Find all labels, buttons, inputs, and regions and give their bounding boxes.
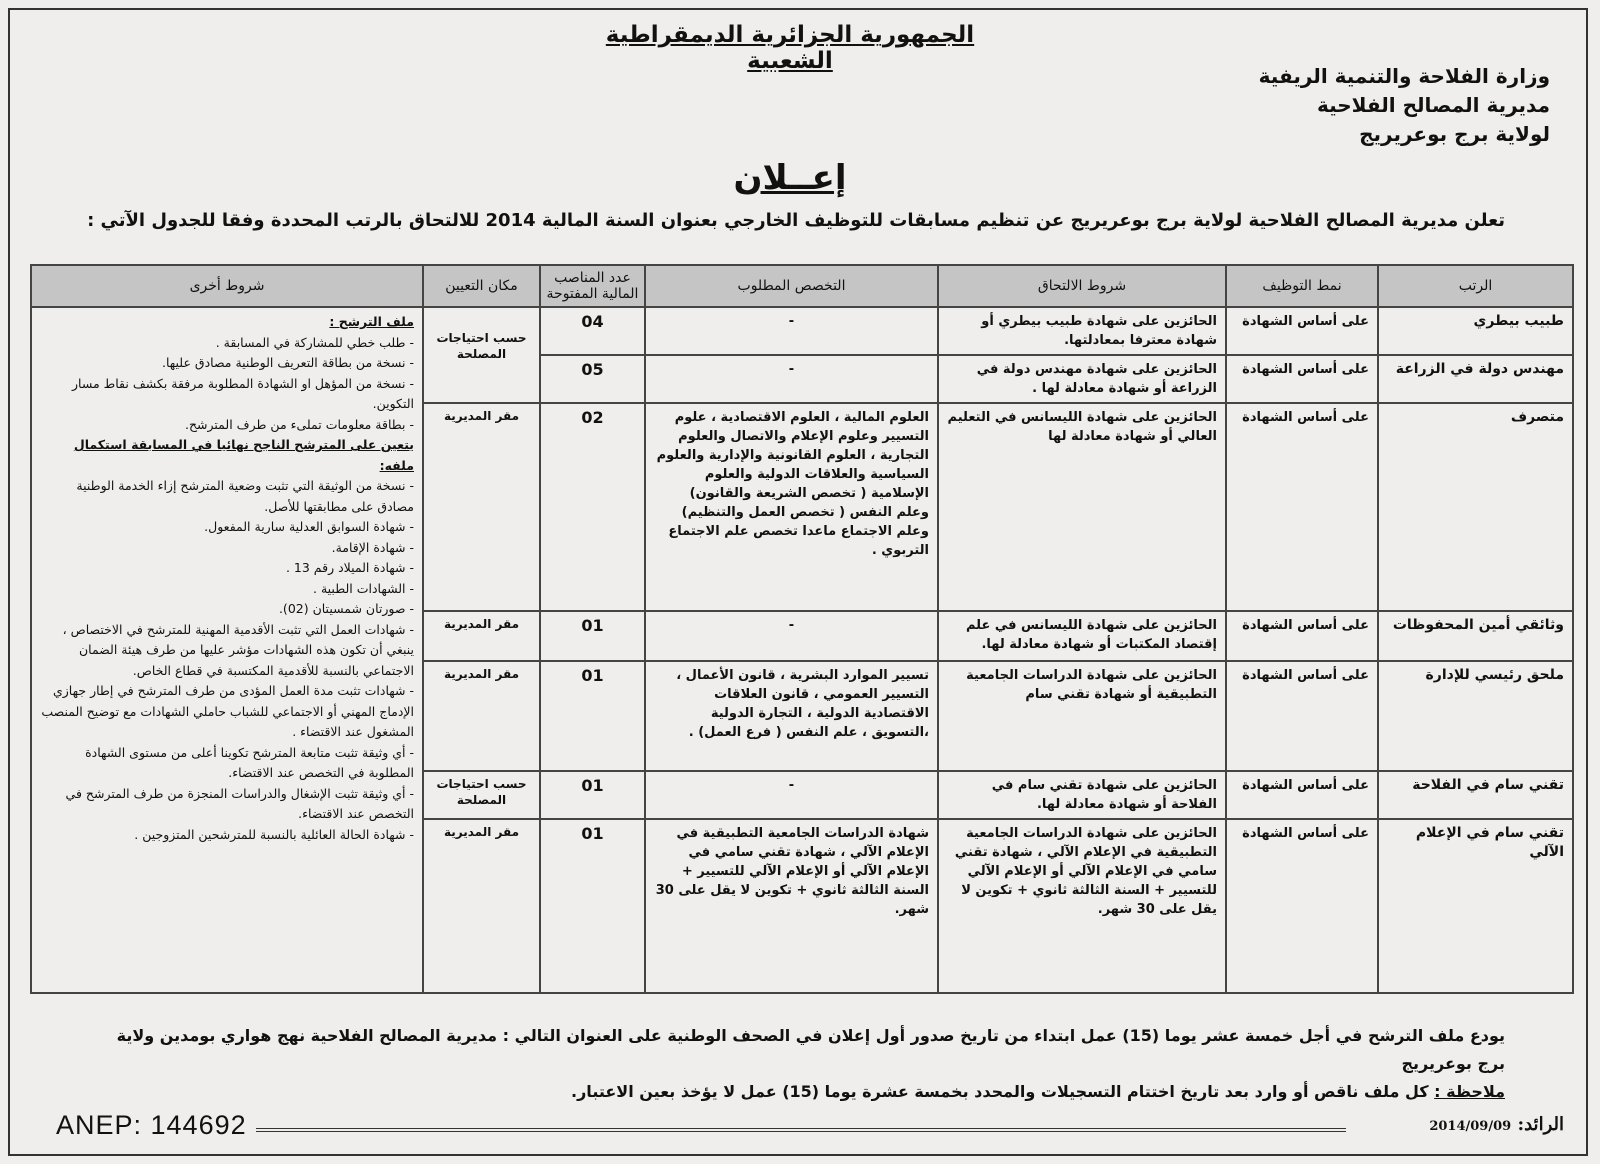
table-header-row — [31, 265, 1573, 307]
wilaya-line: لولاية برج بوعريريج — [1359, 122, 1550, 146]
list-item: - طلب خطي للمشاركة في المسابقة . — [215, 334, 414, 350]
mode-cell: على أساس الشهادة — [1226, 403, 1378, 611]
positions-cell: 01 — [540, 661, 645, 771]
list-item: - صورتان شمسيتان (02). — [278, 601, 414, 616]
rank-cell: تقني سام في الفلاحة — [1378, 771, 1573, 819]
place-cell: حسب احتياجات المصلحة — [423, 771, 540, 819]
rank-cell: مهندس دولة في الزراعة — [1378, 355, 1573, 403]
note-label: ملاحظة : — [1434, 1082, 1505, 1101]
place-cell: مقر المديرية — [423, 819, 540, 993]
directorate-line: مديرية المصالح الفلاحية — [1316, 93, 1550, 117]
list-item: - بطاقة معلومات تملىء من طرف المترشح. — [184, 416, 414, 432]
place-cell: حسب احتياجات المصلحة — [423, 307, 540, 403]
positions-cell: 01 — [540, 771, 645, 819]
list-item: - شهادة الحالة العائلية بالنسبة للمترشحين المتزوجين . — [134, 826, 414, 842]
list-item: - شهادة الإقامة. — [331, 539, 414, 555]
specialty-cell: تسيير الموارد البشرية ، قانون الأعمال ، التسيير العمومي ، قانون العلاقات الاقتصادية الدولية ، التجارة الدولية ،التسويق ، علم النفس ( فرع العمل) . — [645, 661, 938, 771]
note-text: كل ملف ناقص أو وارد بعد تاريخ اختتام التسجيلات والمحدد بخمسة عشرة يوما (15) عمل لا يؤخذ بعين الاعتبار. — [571, 1082, 1435, 1101]
positions-cell: 04 — [540, 307, 645, 355]
specialty-cell: - — [645, 355, 938, 403]
header-conditions: شروط الالتحاق — [938, 265, 1226, 307]
place-cell: مقر المديرية — [423, 611, 540, 661]
specialty-cell: - — [645, 611, 938, 661]
list-item: - نسخة من بطاقة التعريف الوطنية مصادق عليها. — [161, 355, 414, 370]
newspaper-name: الرائد: — [1517, 1114, 1564, 1135]
list-item: - نسخة من الوثيقة التي تثبت وضعية المترشح إزاء الخدمة الوطنية مصادق على مطابقتها للأصل. — [76, 478, 414, 514]
issuer-block — [1259, 62, 1550, 149]
other-conditions-cell — [31, 307, 423, 993]
rank-cell: طبيب بيطري — [1378, 307, 1573, 355]
mode-cell: على أساس الشهادة — [1226, 355, 1378, 403]
newspaper-credit — [1429, 1114, 1564, 1135]
header-positions: عدد المناصب المالية المفتوحة — [540, 265, 645, 307]
table-row — [31, 307, 1573, 355]
specialty-cell: - — [645, 307, 938, 355]
header-mode: نمط التوظيف — [1226, 265, 1378, 307]
conditions-cell: الحائزين على شهادة الليسانس في علم إقتصاد المكتبات أو شهادة معادلة لها. — [938, 611, 1226, 661]
list-item: - أي وثيقة تثبت متابعة المترشح تكوينا أعلى من مستوى الشهادة المطلوبة في التخصص عند الاقتضاء. — [85, 744, 414, 780]
conditions-cell: الحائزين على شهادة الليسانس في التعليم العالي أو شهادة معادلة لها — [938, 403, 1226, 611]
positions-cell: 01 — [540, 611, 645, 661]
ministry-line: وزارة الفلاحة والتنمية الريفية — [1258, 64, 1550, 88]
specialty-cell: شهادة الدراسات الجامعية التطبيقية في الإعلام الآلي ، شهادة تقني سامي في الإعلام الآلي أو الإعلام الآلي للتسيير + السنة الثالثة ثانوي + تكوين لا يقل على 30 شهر. — [645, 819, 938, 993]
header-other: شروط أخرى — [31, 265, 423, 307]
rank-cell: وثائقي أمين المحفوظات — [1378, 611, 1573, 661]
footer-text — [85, 1022, 1505, 1106]
positions-cell: 01 — [540, 819, 645, 993]
publication-date: 2014/09/09 — [1429, 1119, 1512, 1134]
conditions-cell: الحائزين على شهادة طبيب بيطري أو شهادة معترفا بمعادلتها. — [938, 307, 1226, 355]
list-item: - نسخة من المؤهل او الشهادة المطلوبة مرفقة بكشف نقاط مسار التكوين. — [72, 375, 414, 411]
conditions-cell: الحائزين على شهادة الدراسات الجامعية التطبيقية في الإعلام الآلي ، شهادة تقني سامي في الإعلام الآلي أو الإعلام الآلي للتسيير + السنة الثالثة ثانوي + تكوين لا يقل على 30 شهر. — [938, 819, 1226, 993]
recruitment-table — [30, 264, 1574, 994]
rank-cell: متصرف — [1378, 403, 1573, 611]
conditions-cell: الحائزين على شهادة تقني سام في الفلاحة أو شهادة معادلة لها. — [938, 771, 1226, 819]
list-item: - شهادات تثبت مدة العمل المؤدى من طرف المترشح في إطار جهازي الإدماج المهني أو الاجتماعي للشباب حاملي الشهادات مع توضيح المنصب المشغول عند الاقتضاء . — [41, 683, 414, 739]
list-item: - أي وثيقة تثبت الإشغال والدراسات المنجزة من طرف المترشح في التخصص عند الاقتضاء. — [65, 785, 414, 821]
header-specialty: التخصص المطلوب — [645, 265, 938, 307]
list-item: - شهادة السوابق العدلية سارية المفعول. — [204, 519, 414, 534]
positions-cell: 05 — [540, 355, 645, 403]
rank-cell: ملحق رئيسي للإدارة — [1378, 661, 1573, 771]
file-heading: ملف الترشح : — [329, 314, 414, 329]
positions-cell: 02 — [540, 403, 645, 611]
conditions-cell: الحائزين على شهادة مهندس دولة في الزراعة أو شهادة معادلة لها . — [938, 355, 1226, 403]
list-item: - الشهادات الطبية . — [313, 580, 414, 596]
mode-cell: على أساس الشهادة — [1226, 771, 1378, 819]
mode-cell: على أساس الشهادة — [1226, 307, 1378, 355]
conditions-cell: الحائزين على شهادة الدراسات الجامعية التطبيقية أو شهادة تقني سام — [938, 661, 1226, 771]
announcement-title: إعــلان — [733, 158, 847, 198]
republic-title: الجمهورية الجزائرية الديمقراطية الشعبية — [605, 22, 975, 74]
anep-number: ANEP: 144692 — [56, 1110, 247, 1140]
place-cell: مقر المديرية — [423, 661, 540, 771]
header-place: مكان التعيين — [423, 265, 540, 307]
mode-cell: على أساس الشهادة — [1226, 611, 1378, 661]
note — [85, 1078, 1505, 1106]
deposit-instructions: يودع ملف الترشح في أجل خمسة عشر يوما (15) عمل ابتداء من تاريخ صدور أول إعلان في الصحف الوطنية على العنوان التالي : مديرية المصالح الفلاحية نهج هواري بومدين ولاية برج بوعريريج — [116, 1026, 1505, 1073]
specialty-cell: العلوم المالية ، العلوم الاقتصادية ، علوم التسيير وعلوم الإعلام والاتصال والعلوم التجارية ، العلوم القانونية والإدارية والعلوم السياسية والعلاقات الدولية والعلوم الإسلامية ( تخصص الشريعة والقانون) وعلم النفس ( تخصص العمل والتنظيم) وعلم الاجتماع ماعدا تخصص علم الاجتماع التربوي . — [645, 403, 938, 611]
header-rank: الرتب — [1378, 265, 1573, 307]
mode-cell: على أساس الشهادة — [1226, 819, 1378, 993]
intro-text: تعلن مديرية المصالح الفلاحية لولاية برج بوعريريج عن تنظيم مسابقات للتوظيف الخارجي بعنوان السنة المالية 2014 للالتحاق بالرتب المحددة وفقا للجدول الآتي : — [87, 210, 1505, 231]
list-item: - شهادات العمل التي تثبت الأقدمية المهنية للمترشح في الاختصاص ، ينبغي أن تكون هذه الشهادات مؤشر عليها من طرف هيئة الضمان الاجتماعي بالنسبة للأقدمية المكتسبة في قطاع الخاص. — [62, 621, 414, 678]
mode-cell: على أساس الشهادة — [1226, 661, 1378, 771]
list-item: - شهادة الميلاد رقم 13 . — [285, 560, 414, 575]
rank-cell: تقني سام في الإعلام الآلي — [1378, 819, 1573, 993]
place-cell: مقر المديرية — [423, 403, 540, 611]
winner-file-heading: يتعين على المترشح الناجح نهائيا في المسابقة استكمال ملفه: — [73, 437, 414, 473]
footer-divider — [256, 1128, 1346, 1132]
specialty-cell: - — [645, 771, 938, 819]
